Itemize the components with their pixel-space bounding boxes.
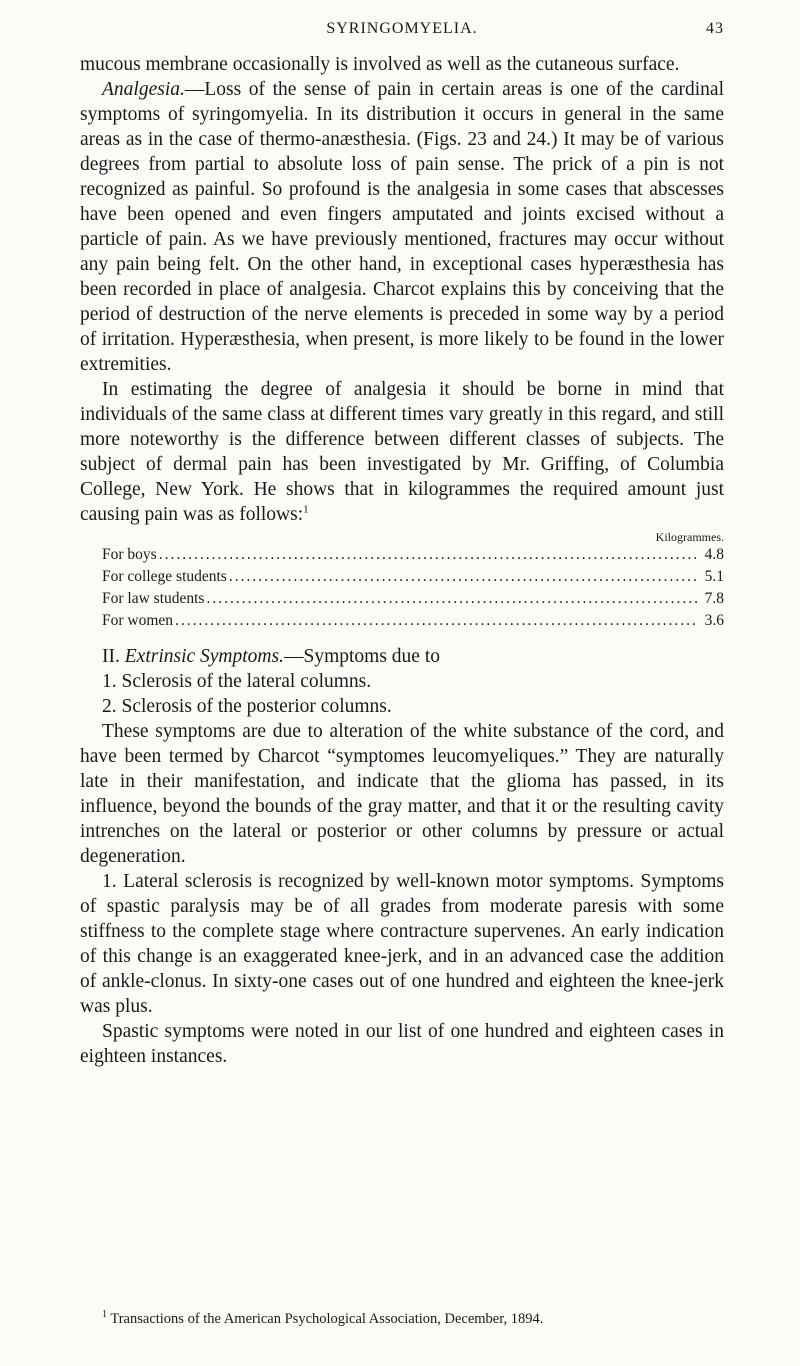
footnote-mark: 1 (102, 1309, 107, 1321)
page-body (80, 52, 724, 1069)
table-row-label: For women (102, 612, 174, 629)
table-row-value: 3.6 (704, 612, 724, 629)
table-unit-header: Kilogrammes. (655, 530, 724, 544)
paragraph-continuation: mucous membrane occasionally is involved as well as the cutaneous surface. (80, 54, 680, 75)
table-row-value: 5.1 (704, 568, 724, 585)
list-item: 2. Sclerosis of the posterior columns. (102, 696, 392, 717)
running-title: SYRINGOMYELIA. (326, 20, 478, 37)
table-row-label: For law students (102, 590, 205, 607)
paragraph-estimating (80, 377, 724, 527)
paragraph-extrinsic (80, 644, 724, 669)
leader-dots (159, 544, 699, 566)
page-number: 43 (706, 20, 724, 37)
table-row (102, 610, 724, 632)
section-number: II. (102, 646, 125, 667)
table-row-label: For college students (102, 568, 227, 585)
paragraph-estimating-text: In estimating the degree of analgesia it should be borne in mind that individuals of the same class at different times vary greatly in this regard, and still more noteworthy is the difference between different classes of subjects. The subject of dermal pain has been investigated by Mr. Griffing, of Columbia College, New York. He shows that in kilogrammes the required amount just causing pain was as follows: (80, 379, 724, 525)
pain-threshold-table (80, 530, 724, 632)
running-header (80, 16, 724, 44)
table-row (102, 588, 724, 610)
table-row-label: For boys (102, 546, 157, 563)
footnote-text: Transactions of the American Psychological Association, December, 1894. (110, 1311, 544, 1327)
leader-dots (206, 588, 698, 610)
table-row-value: 7.8 (704, 590, 724, 607)
paragraph-extrinsic-text: —Symptoms due to (283, 646, 440, 667)
footnote (80, 1310, 724, 1328)
paragraph-lateral-sclerosis: 1. Lateral sclerosis is recognized by well-known motor symptoms. Symptoms of spastic paralysis may be of all grades from moderate paresis with some stiffness to the complete stage where contracture supervenes. An early indication of this change is an exaggerated knee-jerk, and in an advanced case the addition of ankle-clonus. In sixty-one cases out of one hundred and eighteen the knee-jerk was plus. (80, 871, 724, 1017)
paragraph-spastic: Spastic symptoms were noted in our list of one hundred and eighteen cases in eighteen instances. (80, 1021, 724, 1067)
paragraph-leucomyeliques: These symptoms are due to alteration of the white substance of the cord, and have been termed by Charcot “symptomes leucomyeliques.” They are naturally late in their manifestation, and indicate that the glioma has passed, in its influence, beyond the bounds of the gray matter, and that it or the resulting cavity intrenches on the lateral or posterior or other columns by pressure or actual degeneration. (80, 721, 724, 867)
footnote-reference: 1 (303, 503, 309, 516)
paragraph-analgesia (80, 77, 724, 377)
leader-dots (175, 610, 699, 632)
section-term-extrinsic: Extrinsic Symptoms. (124, 646, 284, 667)
table-row (102, 566, 724, 588)
section-term-analgesia: Analgesia. (102, 79, 185, 100)
list-item: 1. Sclerosis of the lateral columns. (102, 671, 372, 692)
paragraph-analgesia-text: —Loss of the sense of pain in certain areas is one of the cardinal symptoms of syringomyelia. In its distribution it occurs in general in the same areas as in the case of thermo-anæsthesia. (Figs. 23 and 24.) It may be of various degrees from partial to absolute loss of pain sense. The prick of a pin is not recognized as painful. So profound is the analgesia in some cases that abscesses have been opened and even fingers amputated and joints excised without a particle of pain. As we have previously mentioned, fractures may occur without any pain being felt. On the other hand, in exceptional cases hyperæsthesia has been recorded in place of analgesia. Charcot explains this by conceiving that the period of destruction of the nerve elements is preceded in some way by a period of irritation. Hyperæsthesia, when present, is more likely to be found in the lower extremities. (80, 79, 724, 375)
table-row-value: 4.8 (704, 546, 724, 563)
table-row (102, 544, 724, 566)
leader-dots (229, 566, 699, 588)
